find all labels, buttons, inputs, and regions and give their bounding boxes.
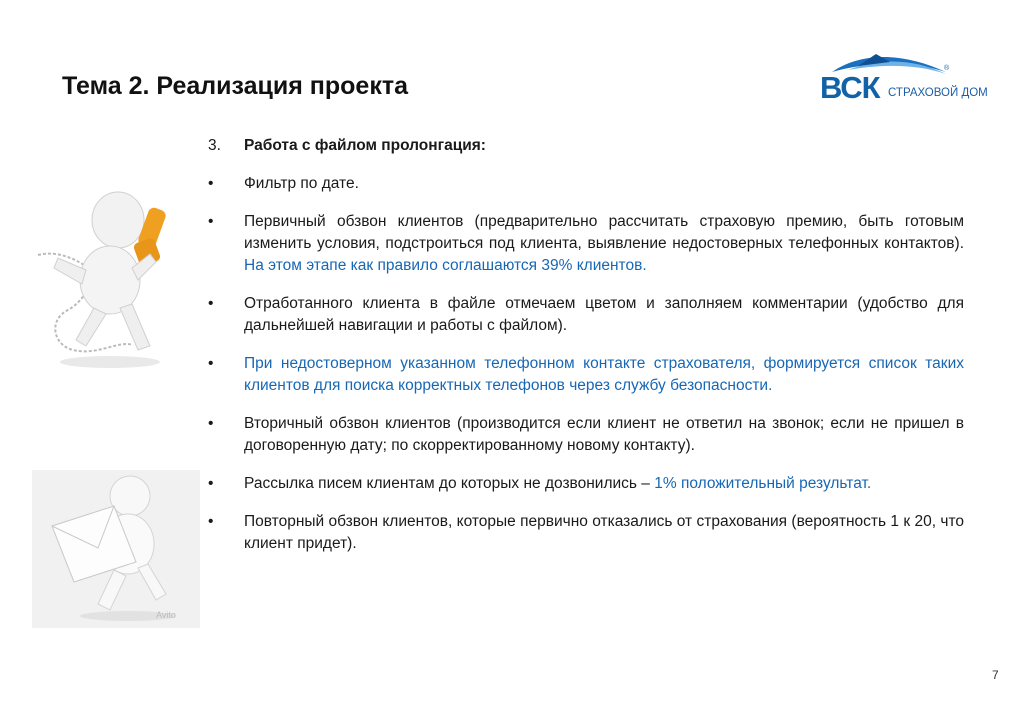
bullet-icon: • — [208, 513, 214, 530]
list-item-text: Работа с файлом пролонгация: — [244, 137, 486, 154]
list-marker: 3. — [208, 137, 221, 154]
list-item — [208, 353, 964, 397]
list-item — [208, 413, 964, 457]
logo-mark: ВСК — [820, 70, 880, 105]
list-item-text: Вторичный обзвон клиентов (производится если клиент не ответил на звонок; если не пришел в договоренную дату; по скорректированному новому контакту). — [244, 415, 964, 454]
list-item-text: Повторный обзвон клиентов, которые первично отказались от страхования (вероятность 1 к 20, что клиент придет). — [244, 513, 964, 552]
bullet-icon: • — [208, 415, 214, 432]
phone-figure-illustration — [28, 180, 188, 380]
bullet-icon: • — [208, 213, 214, 230]
list-item-highlight: На этом этапе как правило соглашаются 39% клиентов. — [244, 257, 647, 274]
content-list — [208, 135, 964, 555]
vsk-logo — [818, 50, 988, 106]
logo-registered: ® — [944, 65, 950, 72]
list-item-text: Фильтр по дате. — [244, 175, 359, 192]
bullet-icon: • — [208, 295, 214, 312]
list-item-highlight: При недостоверном указанном телефонном контакте страхователя, формируется список таких клиентов для поиска корректных телефонов через службу безопасности. — [244, 355, 964, 394]
bullet-icon: • — [208, 175, 214, 192]
envelope-figure-panel — [32, 470, 200, 628]
list-item — [208, 511, 964, 555]
list-item — [208, 211, 964, 277]
list-item-highlight: 1% положительный результат. — [654, 475, 872, 492]
list-item — [208, 135, 964, 157]
bullet-icon: • — [208, 355, 214, 372]
envelope-figure-illustration — [32, 470, 200, 628]
list-item-text: Отработанного клиента в файле отмечаем цветом и заполняем комментарии (удобство для дальнейшей навигации и работы с файлом). — [244, 295, 964, 334]
list-item-text: Первичный обзвон клиентов (предварительно рассчитать страховую премию, быть готовым изменить условия, подстроиться под клиента, выявление недостоверных телефонных контактов). — [244, 213, 964, 252]
watermark: Avito — [156, 610, 176, 620]
logo-subtitle: СТРАХОВОЙ ДОМ — [888, 87, 988, 99]
list-item — [208, 293, 964, 337]
list-item-text: Рассылка писем клиентам до которых не дозвонились – — [244, 475, 655, 492]
slide-title: Тема 2. Реализация проекта — [62, 72, 408, 100]
page-number: 7 — [992, 668, 999, 682]
bullet-icon: • — [208, 475, 214, 492]
list-item — [208, 173, 964, 195]
list-item — [208, 473, 964, 495]
